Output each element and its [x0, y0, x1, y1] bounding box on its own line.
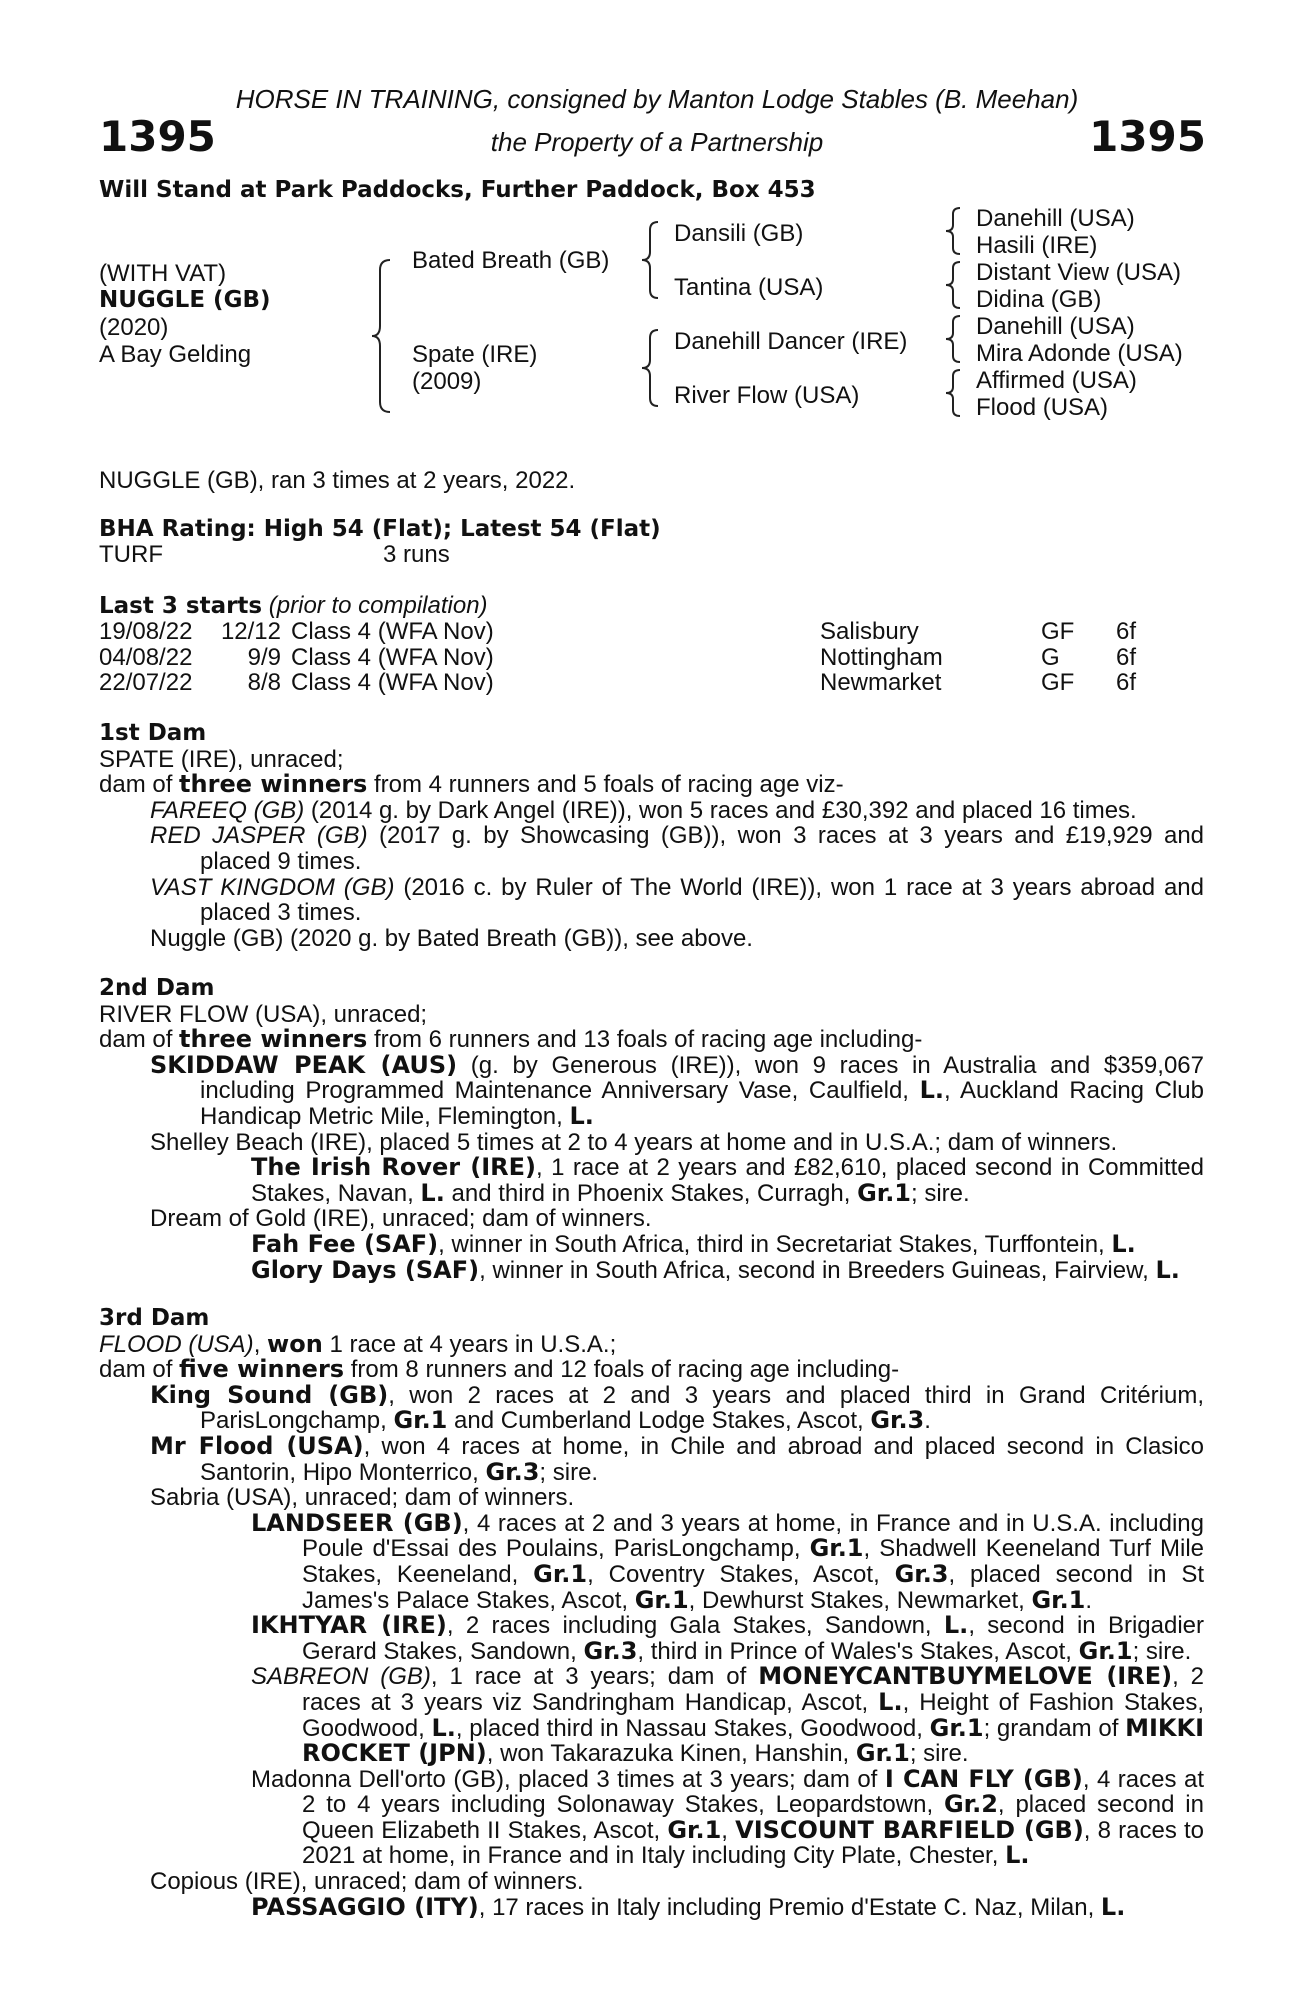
progeny-text: , second in Brigadier Gerard Stakes, Sandown, [302, 1612, 1205, 1665]
progeny-entry [99, 1050, 1204, 1130]
progeny-name: RED JASPER (GB) [150, 822, 368, 850]
grand-progeny-entry [99, 1255, 1204, 1284]
winners-count: three winners [179, 1025, 368, 1054]
progeny-name: FAREEQ (GB) [150, 796, 305, 824]
progeny-text: , 1 race at 3 years; dam of [430, 1663, 759, 1691]
pedigree-ssd: Hasili (IRE) [976, 232, 1098, 259]
stand-location: Will Stand at Park Paddocks, Further Paddock, Box 453 [99, 177, 816, 203]
start-going: G [1041, 643, 1060, 671]
progeny-text: , placed third in Nassau Stakes, Goodwood, [455, 1714, 930, 1742]
rating-runs: 3 runs [383, 541, 450, 568]
header-property: the Property of a Partnership [490, 127, 824, 157]
progeny-text: (2014 g. by Dark Angel (IRE)), won 5 races and £30,392 and placed 16 times. [304, 796, 1137, 824]
dam-name: FLOOD (USA) [99, 1330, 254, 1358]
start-race: Class 4 (WFA Nov) [291, 643, 494, 671]
group-mark: Gr.1 [929, 1713, 984, 1742]
pedigree-brace-g3 [944, 314, 964, 364]
progeny-entry: Shelley Beach (IRE), placed 5 times at 2 to 4 years at home and in U.S.A.; dam of winners. [150, 1128, 1118, 1156]
horse-year: (2020) [99, 314, 169, 341]
intro-text: dam of [99, 1026, 180, 1054]
progeny-text: , won Takarazuka Kinen, Hanshin, [486, 1740, 856, 1768]
progeny-text: , Coventry Stakes, Ascot, [587, 1560, 895, 1588]
progeny-text: ; grandam of [983, 1714, 1126, 1742]
last-starts-table [99, 618, 1209, 695]
last-starts-note: (prior to compilation) [268, 592, 488, 619]
progeny-text: , third in Prince of Wales's Stakes, Ascot, [637, 1637, 1079, 1665]
start-course: Salisbury [820, 618, 919, 645]
start-distance: 6f [1116, 643, 1137, 671]
vat-note: (WITH VAT) [99, 260, 227, 287]
progeny-text: (2016 c. by Ruler of The World (IRE)), won 1 race at 3 years abroad and placed 3 times. [200, 873, 1204, 927]
progeny-text: , winner in South Africa, second in Breeders Guineas, Fairview, [479, 1256, 1156, 1284]
progeny-text: , 4 races at 2 and 3 years at home, in France and in U.S.A. including Poule d'Essai des Poulains, ParisLongchamp, [302, 1509, 1204, 1563]
group-mark: Gr.3 [894, 1559, 949, 1588]
grand-progeny-entry [99, 1508, 1205, 1614]
start-course: Nottingham [820, 643, 943, 671]
start-distance: 6f [1116, 618, 1137, 645]
pedigree-ddd: Flood (USA) [976, 394, 1109, 421]
group-mark: Gr.1 [1031, 1585, 1086, 1614]
progeny-text: ; sire. [539, 1458, 599, 1486]
start-race: Class 4 (WFA Nov) [291, 618, 494, 645]
intro-text: from 8 runners and 12 foals of racing age including- [344, 1356, 900, 1384]
progeny-entry [99, 1380, 1204, 1435]
grand-progeny-entry [99, 1155, 1204, 1206]
second-dam-heading: 2nd Dam [99, 975, 215, 1001]
lot-number-right: 1395 [1089, 112, 1206, 161]
progeny-name: Glory Days (SAF) [251, 1255, 480, 1284]
progeny-text: ; sire. [1132, 1637, 1192, 1665]
listed-mark: L. [1005, 1841, 1030, 1870]
progeny-name: VISCOUNT BARFIELD (GB) [735, 1815, 1084, 1844]
progeny-name: I CAN FLY (GB) [884, 1764, 1083, 1793]
start-course: Newmarket [820, 669, 942, 697]
lot-number-left: 1395 [99, 112, 216, 161]
grand-progeny-entry [99, 1229, 1204, 1258]
pedigree-sire-sire: Dansili (GB) [674, 220, 804, 247]
listed-mark: L. [878, 1687, 903, 1716]
grand-progeny-entry [99, 1764, 1205, 1870]
progeny-text: , Shadwell Keeneland Turf Mile Stakes, Keeneland, [302, 1535, 1204, 1588]
group-mark: Gr.1 [855, 1739, 910, 1768]
group-mark: Gr.2 [943, 1790, 998, 1819]
first-dam-section [99, 721, 1204, 951]
progeny-text: . [924, 1407, 931, 1435]
pedigree-sire: Bated Breath (GB) [412, 247, 610, 274]
start-date: 04/08/22 [99, 643, 193, 671]
progeny-name: King Sound (GB) [150, 1380, 389, 1409]
last-starts-heading [99, 592, 488, 620]
pedigree-brace-g2 [944, 260, 964, 310]
pedigree-brace-g1 [944, 206, 964, 256]
start-position: 12/12 [220, 618, 281, 645]
listed-mark: L. [1111, 1229, 1136, 1258]
third-dam-intro [99, 1357, 1204, 1383]
listed-mark: L. [420, 1178, 445, 1207]
horse-description: A Bay Gelding [99, 341, 252, 368]
third-dam-section [99, 1306, 1204, 1920]
progeny-text: , 4 races at 2 to 4 years including Solonaway Stakes, Leopardstown, [302, 1765, 1204, 1819]
pedigree-brace-main [370, 258, 400, 414]
listed-mark: L. [1155, 1255, 1180, 1284]
progeny-name: MIKKI ROCKET (JPN) [302, 1713, 1204, 1768]
progeny-text: , 2 races including Gala Stakes, Sandown, [446, 1612, 944, 1640]
group-mark: Gr.1 [809, 1534, 864, 1563]
start-date: 19/08/22 [99, 618, 193, 645]
progeny-text: and third in Phoenix Stakes, Curragh, [444, 1179, 858, 1207]
first-dam-heading: 1st Dam [99, 720, 207, 746]
progeny-name: SABREON (GB) [251, 1663, 431, 1691]
progeny-text: , placed second in Queen Elizabeth II Stakes, Ascot, [302, 1791, 1204, 1844]
progeny-text: , 1 race at 2 years and £82,610, placed second in Committed Stakes, Navan, [251, 1154, 1204, 1207]
listed-mark: L. [1100, 1892, 1126, 1921]
progeny-entry: Dream of Gold (IRE), unraced; dam of winners. [150, 1205, 652, 1233]
intro-text: from 6 runners and 13 foals of racing age including- [367, 1026, 923, 1054]
progeny-entry: Nuggle (GB) (2020 g. by Bated Breath (GB)), see above. [150, 924, 753, 952]
progeny-name: MONEYCANTBUYMELOVE (IRE) [758, 1662, 1173, 1691]
last-starts-title: Last 3 starts [99, 593, 263, 619]
start-distance: 6f [1116, 669, 1137, 697]
progeny-text: , 8 races to 2021 at home, in France and in Italy including City Plate, Chester, [302, 1816, 1205, 1870]
race-summary: NUGGLE (GB), ran 3 times at 2 years, 2022. [99, 467, 576, 494]
group-mark: Gr.3 [870, 1406, 925, 1435]
progeny-name: VAST KINGDOM (GB) [150, 873, 395, 901]
intro-text: dam of [99, 771, 180, 799]
progeny-name: SKIDDAW PEAK (AUS) [150, 1050, 458, 1079]
group-mark: Gr.1 [857, 1178, 912, 1207]
progeny-text: , 2 races at 3 years viz Sandringham Handicap, Ascot, [302, 1663, 1205, 1716]
group-mark: Gr.1 [393, 1406, 448, 1435]
start-row [99, 618, 1209, 644]
start-row [99, 669, 1209, 695]
progeny-name: LANDSEER (GB) [251, 1508, 463, 1537]
start-date: 22/07/22 [99, 669, 193, 697]
pedigree-sire-dam: Tantina (USA) [674, 274, 824, 301]
winners-count: five winners [179, 1355, 345, 1384]
listed-mark: L. [943, 1611, 969, 1640]
pedigree-dam-year: (2009) [412, 368, 482, 395]
progeny-text: and Cumberland Lodge Stakes, Ascot, [447, 1407, 871, 1435]
third-dam-heading: 3rd Dam [99, 1305, 210, 1331]
dam-text: 1 race at 4 years in U.S.A.; [322, 1330, 617, 1358]
progeny-text: (g. by Generous (IRE)), won 9 races in Australia and $359,067 including Programmed Maintenance Anniversary Vase, Caulfield, [200, 1051, 1204, 1105]
second-dam-intro [99, 1027, 1204, 1053]
pedigree-brace-dam [640, 328, 664, 408]
progeny-name: PASSAGGIO (ITY) [251, 1892, 479, 1921]
progeny-name: The Irish Rover (IRE) [251, 1153, 536, 1182]
grand-progeny-entry [99, 1664, 1204, 1766]
progeny-text: Madonna Dell'orto (GB), placed 3 times at 3 years; dam of [251, 1765, 885, 1793]
start-position: 8/8 [247, 669, 281, 697]
progeny-text: , [721, 1816, 736, 1844]
progeny-entry [99, 798, 1204, 824]
grand-progeny-entry [99, 1892, 1204, 1921]
pedigree-dsd: Mira Adonde (USA) [976, 340, 1183, 367]
horse-name: NUGGLE (GB) [99, 287, 271, 313]
winners-count: three winners [179, 770, 368, 799]
pedigree-sds: Distant View (USA) [976, 259, 1181, 286]
start-going: GF [1041, 618, 1075, 645]
start-going: GF [1041, 669, 1075, 697]
start-race: Class 4 (WFA Nov) [291, 669, 494, 697]
group-mark: Gr.1 [533, 1559, 588, 1588]
rating-surface: TURF [99, 541, 163, 568]
bha-rating: BHA Rating: High 54 (Flat); Latest 54 (Flat) [99, 516, 661, 542]
second-dam-section [99, 976, 1204, 1283]
pedigree-sdd: Didina (GB) [976, 286, 1102, 313]
progeny-entry: Copious (IRE), unraced; dam of winners. [150, 1868, 584, 1896]
progeny-text: , Dewhurst Stakes, Newmarket, [688, 1586, 1032, 1614]
pedigree-dss: Danehill (USA) [976, 313, 1135, 340]
progeny-text: . [1085, 1586, 1093, 1614]
first-dam-name: SPATE (IRE), unraced; [99, 745, 344, 773]
second-dam-name: RIVER FLOW (USA), unraced; [99, 1000, 428, 1028]
group-mark: Gr.3 [583, 1636, 638, 1665]
group-mark: Gr.1 [634, 1585, 689, 1614]
group-mark: Gr.3 [485, 1457, 540, 1486]
grand-progeny-entry [99, 1613, 1204, 1664]
third-dam-name [99, 1329, 1204, 1358]
header-consignor: HORSE IN TRAINING, consigned by Manton Lodge Stables (B. Meehan) [235, 84, 1079, 114]
progeny-text: , placed second in St James's Palace Stakes, Ascot, [302, 1560, 1205, 1614]
progeny-text: , Auckland Racing Club Handicap Metric Mile, Flemington, [200, 1077, 1204, 1130]
intro-text: from 4 runners and 5 foals of racing age viz- [367, 771, 844, 799]
pedigree-dam-dam: River Flow (USA) [674, 382, 860, 409]
progeny-text: ; sire. [911, 1179, 970, 1207]
pedigree-brace-g4 [944, 368, 964, 418]
pedigree-brace-sire [640, 220, 664, 300]
listed-mark: L. [431, 1713, 456, 1742]
progeny-entry [99, 875, 1204, 926]
dam-text: , [253, 1330, 268, 1358]
progeny-text: , winner in South Africa, third in Secretariat Stakes, Turffontein, [438, 1230, 1112, 1258]
progeny-text: , 17 races in Italy including Premio d'Estate C. Naz, Milan, [478, 1893, 1101, 1921]
progeny-entry: Sabria (USA), unraced; dam of winners. [150, 1484, 575, 1512]
progeny-text: (2017 g. by Showcasing (GB)), won 3 races at 3 years and £19,929 and placed 9 times. [200, 822, 1205, 875]
first-dam-intro [99, 772, 1204, 798]
group-mark: Gr.1 [1078, 1636, 1133, 1665]
progeny-text: , won 2 races at 2 and 3 years and placed third in Grand Critérium, ParisLongchamp, [200, 1381, 1204, 1435]
progeny-entry [99, 1431, 1204, 1486]
pedigree-dam-sire: Danehill Dancer (IRE) [674, 328, 908, 355]
start-row [99, 644, 1209, 670]
group-mark: Gr.1 [667, 1815, 722, 1844]
pedigree-dds: Affirmed (USA) [976, 367, 1137, 394]
progeny-entry [99, 823, 1204, 874]
progeny-name: Fah Fee (SAF) [251, 1229, 439, 1258]
intro-text: dam of [99, 1356, 180, 1384]
won-mark: won [267, 1329, 323, 1358]
listed-mark: L. [569, 1101, 594, 1130]
pedigree-sss: Danehill (USA) [976, 205, 1135, 232]
progeny-text: ; sire. [909, 1740, 969, 1768]
pedigree-dam: Spate (IRE) [412, 341, 538, 368]
progeny-name: IKHTYAR (IRE) [251, 1611, 447, 1640]
progeny-text: , Height of Fashion Stakes, Goodwood, [302, 1688, 1205, 1742]
progeny-name: Mr Flood (USA) [150, 1431, 364, 1460]
listed-mark: L. [919, 1076, 945, 1105]
progeny-text: , won 4 races at home, in Chile and abroad and placed second in Clasico Santorin, Hipo Monterrico, [200, 1432, 1204, 1486]
start-position: 9/9 [247, 643, 281, 671]
